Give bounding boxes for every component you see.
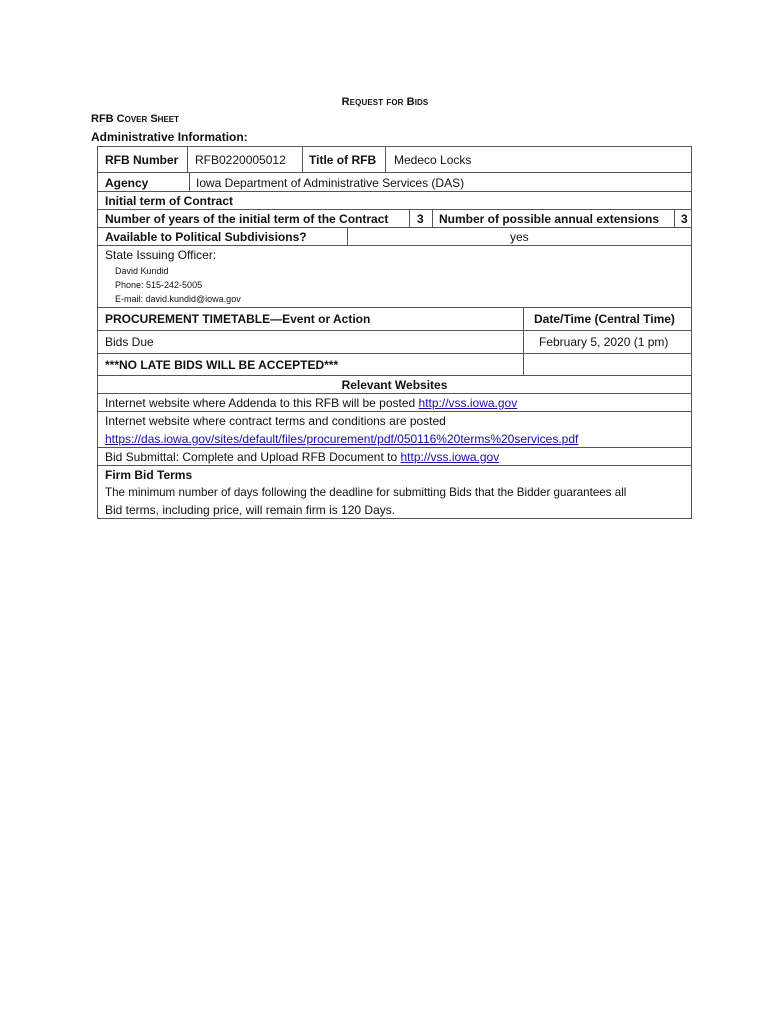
firm-bid-header: Firm Bid Terms xyxy=(105,468,193,482)
timetable-date-cell xyxy=(523,308,524,330)
political-value-cell xyxy=(347,228,348,245)
political-row xyxy=(97,227,692,246)
years-row xyxy=(97,209,692,228)
agency-label: Agency xyxy=(105,176,149,190)
no-late-bids-empty-cell xyxy=(523,354,524,375)
initial-term-label: Initial term of Contract xyxy=(105,194,234,208)
firm-bid-line1: The minimum number of days following the deadline for submitting Bids that the Bidder guarantees all xyxy=(105,486,627,499)
submittal-link[interactable]: http://vss.iowa.gov xyxy=(400,450,500,464)
years-label: Number of years of the initial term of the Contract xyxy=(105,212,389,226)
submittal-row xyxy=(97,447,692,466)
timetable-event-header: PROCUREMENT TIMETABLE—Event or Action xyxy=(105,312,371,326)
terms-row xyxy=(97,411,692,448)
rfb-number-label: RFB Number xyxy=(105,153,179,167)
submittal-text-line xyxy=(105,450,499,464)
officer-block xyxy=(97,245,692,308)
extensions-value: 3 xyxy=(681,212,688,226)
rfb-title-value: Medeco Locks xyxy=(394,153,472,167)
no-late-bids-row xyxy=(97,353,692,376)
officer-phone: Phone: 515-242-5005 xyxy=(115,280,203,290)
websites-header: Relevant Websites xyxy=(341,378,448,392)
submittal-text: Bid Submittal: Complete and Upload RFB Document to xyxy=(105,450,401,464)
websites-header-row xyxy=(97,375,692,394)
addenda-text-line xyxy=(105,396,517,410)
no-late-bids-text: ***NO LATE BIDS WILL BE ACCEPTED*** xyxy=(105,358,339,372)
bids-due-label: Bids Due xyxy=(105,335,154,349)
timetable-date-header: Date/Time (Central Time) xyxy=(534,312,675,326)
timetable-header-row xyxy=(97,307,692,331)
addenda-text: Internet website where Addenda to this RFB will be posted xyxy=(105,396,419,410)
agency-value-cell xyxy=(189,173,190,191)
bids-due-value-cell xyxy=(523,331,524,353)
rfb-number-value: RFB0220005012 xyxy=(195,153,286,167)
bids-due-row xyxy=(97,330,692,354)
extensions-label-cell xyxy=(432,210,433,227)
terms-link[interactable]: https://das.iowa.gov/sites/default/files/procurement/pdf/050116%20terms%20services.pdf xyxy=(105,432,579,446)
page-title: Request for Bids xyxy=(341,96,429,108)
rfb-title-label-cell xyxy=(302,147,303,172)
rfb-number-row xyxy=(97,146,692,173)
extensions-value-cell xyxy=(674,210,675,227)
rfb-number-cell xyxy=(187,147,188,172)
political-label: Available to Political Subdivisions? xyxy=(105,230,307,244)
addenda-link[interactable]: http://vss.iowa.gov xyxy=(418,396,518,410)
bids-due-value: February 5, 2020 (1 pm) xyxy=(539,335,669,349)
political-value: yes xyxy=(510,230,529,244)
officer-email: E-mail: david.kundid@iowa.gov xyxy=(115,294,241,304)
rfb-title-value-cell xyxy=(385,147,386,172)
years-value: 3 xyxy=(417,212,424,226)
agency-row xyxy=(97,172,692,192)
firm-bid-block xyxy=(97,465,692,519)
years-value-cell xyxy=(409,210,410,227)
cover-sheet-heading: RFB Cover Sheet xyxy=(91,113,180,125)
officer-label: State Issuing Officer: xyxy=(105,248,217,262)
addenda-row xyxy=(97,393,692,412)
officer-name: David Kundid xyxy=(115,266,169,276)
admin-info-heading: Administrative Information: xyxy=(91,130,248,144)
initial-term-row xyxy=(97,191,692,210)
extensions-label: Number of possible annual extensions xyxy=(439,212,660,226)
firm-bid-line2: Bid terms, including price, will remain firm is 120 Days. xyxy=(105,503,396,517)
rfb-title-label: Title of RFB xyxy=(309,153,377,167)
terms-text: Internet website where contract terms and conditions are posted xyxy=(105,414,446,428)
agency-value: Iowa Department of Administrative Services (DAS) xyxy=(196,176,465,190)
